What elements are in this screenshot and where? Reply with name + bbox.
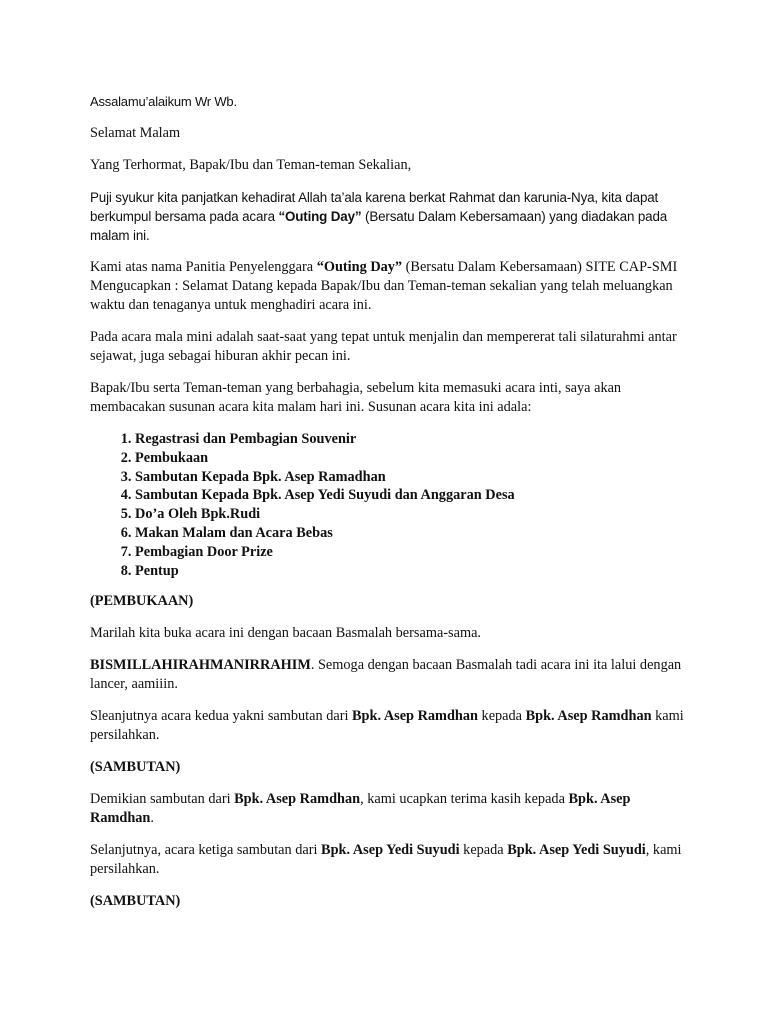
paragraph-text: . (150, 810, 154, 827)
paragraph-text: (Bersatu Dalam Kebersamaan) yang diadakan pada malam ini. (90, 209, 668, 243)
section-heading-pembukaan: (PEMBUKAAN) (90, 593, 194, 610)
speaker-name: Bpk. Asep Ramdhan (234, 791, 361, 808)
paragraph-text: , kami persilahkan. (90, 842, 682, 878)
paragraph-thanks (90, 790, 690, 828)
address-line: Yang Terhormat, Bapak/Ibu dan Teman-teman Sekalian, (90, 157, 412, 173)
agenda-item: 8. Pentup (135, 562, 690, 581)
paragraph-text: Kami atas nama Panitia Penyelenggara (90, 259, 317, 275)
event-name: “Outing Day” (278, 209, 362, 224)
paragraph-text: kepada (459, 842, 508, 859)
paragraph-text: kepada (477, 708, 526, 725)
section-heading-sambutan: (SAMBUTAN) (90, 759, 181, 776)
paragraph-text: , kami ucapkan terima kasih kepada (360, 791, 569, 808)
document-page (90, 92, 690, 924)
basmalah-text: BISMILLAHIRAHMANIRRAHIM (90, 657, 311, 674)
agenda-item: 1. Regastrasi dan Pembagian Souvenir (135, 430, 690, 449)
event-name: “Outing Day” (316, 259, 403, 275)
agenda-item: 6. Makan Malam dan Acara Bebas (135, 524, 690, 543)
agenda-item: 3. Sambutan Kepada Bpk. Asep Ramadhan (135, 468, 690, 487)
paragraph-text: . Semoga dengan bacaan Basmalah tadi acara ini ita lalui dengan lancer, aamiiin. (90, 657, 682, 693)
speaker-name: Bpk. Asep Yedi Suyudi (321, 842, 460, 859)
paragraph-text: (Bersatu Dalam Kebersamaan) SITE CAP-SMI Mengucapkan : Selamat Datang kepada Bapak/Ibu dan Teman-teman sekalian yang telah meluangkan waktu dan tenaganya untuk menghadiri acara ini. (90, 259, 678, 313)
agenda-item: 4. Sambutan Kepada Bpk. Asep Yedi Suyudi dan Anggaran Desa (135, 486, 690, 505)
agenda-item: 2. Pembukaan (135, 449, 690, 468)
paragraph-committee (90, 258, 690, 315)
paragraph-third-event (90, 841, 690, 879)
salam-line: Selamat Malam (90, 125, 181, 141)
agenda-item: 5. Do’a Oleh Bpk.Rudi (135, 505, 690, 524)
paragraph-basmalah (90, 656, 690, 694)
paragraph-basmalah-invite: Marilah kita buka acara ini dengan bacaan Basmalah bersama-sama. (90, 625, 482, 642)
paragraph-opening (90, 188, 690, 245)
paragraph-text: Demikian sambutan dari (90, 791, 235, 808)
section-heading-sambutan: (SAMBUTAN) (90, 893, 181, 910)
speaker-name: Bpk. Asep Yedi Suyudi (507, 842, 646, 859)
agenda-list (90, 430, 690, 580)
paragraph-text: kami persilahkan. (90, 708, 684, 744)
agenda-item: 7. Pembagian Door Prize (135, 543, 690, 562)
paragraph-second-event (90, 707, 690, 745)
speaker-name: Bpk. Asep Ramdhan (90, 791, 631, 827)
paragraph-text: Selanjutnya, acara ketiga sambutan dari (90, 842, 322, 859)
paragraph-text: Puji syukur kita panjatkan kehadirat Allah ta’ala karena berkat Rahmat dan karunia-Nya, kita dapat berkumpul bersama pada acara (90, 190, 659, 224)
paragraph-text: Sleanjutnya acara kedua yakni sambutan dari (90, 708, 353, 725)
paragraph-agenda-intro: Bapak/Ibu serta Teman-teman yang berbahagia, sebelum kita memasuki acara inti, saya akan membacakan susunan acara kita malam hari ini. Susunan acara kita ini adala: (90, 380, 622, 415)
paragraph-purpose: Pada acara mala mini adalah saat-saat yang tepat untuk menjalin dan mempererat tali silaturahmi antar sejawat, juga sebagai hiburan akhir pecan ini. (90, 329, 677, 364)
speaker-name: Bpk. Asep Ramdhan (525, 708, 652, 725)
speaker-name: Bpk. Asep Ramdhan (352, 708, 478, 725)
greeting-line: Assalamu’alaikum Wr Wb. (90, 94, 237, 109)
